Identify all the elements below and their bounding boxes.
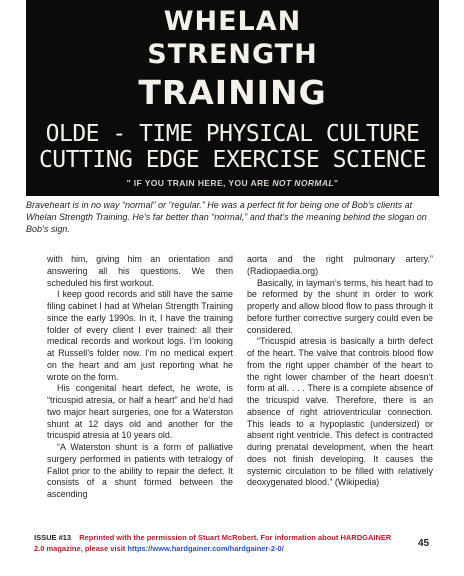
sign-line-physical-culture: OLDE - TIME PHYSICAL CULTURE <box>45 121 420 147</box>
sign-slogan-emphasis: NOT NORMAL <box>272 178 334 188</box>
issue-label: ISSUE #13 <box>34 533 72 542</box>
article-column-right <box>247 254 433 489</box>
sign-line-strength: STRENGTH <box>147 39 318 70</box>
reprint-footer <box>34 532 394 554</box>
right-paragraph-2: Basically, in layman’s terms, his heart had to be reformed by the shunt in order to work properly and allow blood flow to pass through it before further corrective surgery could even be considered. <box>247 277 433 335</box>
whelan-sign-photo <box>26 0 439 196</box>
sign-line-exercise-science: CUTTING EDGE EXERCISE SCIENCE <box>38 147 427 173</box>
sign-slogan-prefix: " IF YOU TRAIN HERE, YOU ARE <box>126 178 270 188</box>
left-paragraph-2: I keep good records and still have the same filing cabinet I had at Whelan Strength Training since the early 1990s. In it, I have the training folder of every client I ever trained: all their medical records and workout logs. I’m looking at Russell’s folder now. I’m no medical expert on the heart and am just reporting what he wrote on the form. <box>47 289 233 382</box>
right-paragraph-1: aorta and the right pulmonary artery.” (Radiopaedia.org) <box>247 254 433 276</box>
left-paragraph-4: “A Waterston shunt is a form of palliative surgery performed in patients with tetralogy of Fallot prior to the ability to repair the defect. It consists of a shunt formed between the ascending <box>47 442 233 499</box>
sign-line-whelan: WHELAN <box>163 6 302 37</box>
sign-slogan-suffix: " <box>334 178 339 188</box>
hardgainer-link[interactable]: https://www.hardgainer.com/hardgainer-2-0/ <box>127 544 284 553</box>
reprint-notice: Reprinted with the permission of Stuart McRobert. For information about HARDGAINER 2.0 magazine, please visit <box>34 533 392 553</box>
right-paragraph-3: “Tricuspid atresia is basically a birth defect of the heart. The valve that controls blood flow from the right upper chamber of the heart to the right lower chamber of the heart doesn’t form at all. . . . There is a complete absence of the tricuspid valve. Therefore, there is an absence of right atrioventricular connection. This leads to a hypoplastic (undersized) or absent right ventricle. This defect is contracted during prenatal development, when the heart does not finish developing. It causes the systemic circulation to be filled with relatively deoxygenated blood.” (Wikipedia) <box>247 336 433 488</box>
left-paragraph-1: with him, giving him an orientation and answering all his questions. We then scheduled his first workout. <box>47 254 233 288</box>
article-column-left <box>47 254 233 501</box>
page-number: 45 <box>418 538 430 549</box>
photo-caption: Braveheart is in no way “normal” or “regular.” He was a perfect fit for being one of Bob’s clients at Whelan Strength Training. He’s far better than “normal,” and that’s the meaning behind the slogan on Bob’s sign. <box>26 200 427 234</box>
sign-slogan <box>26 178 439 189</box>
left-paragraph-3: His congenital heart defect, he wrote, is “tricuspid atresia, or half a heart” and he’d had two major heart surgeries, one for a Waterston shunt at 12 days old and another for the tricuspid atresia at 10 years old. <box>47 383 233 441</box>
sign-line-training: TRAINING <box>138 73 327 112</box>
